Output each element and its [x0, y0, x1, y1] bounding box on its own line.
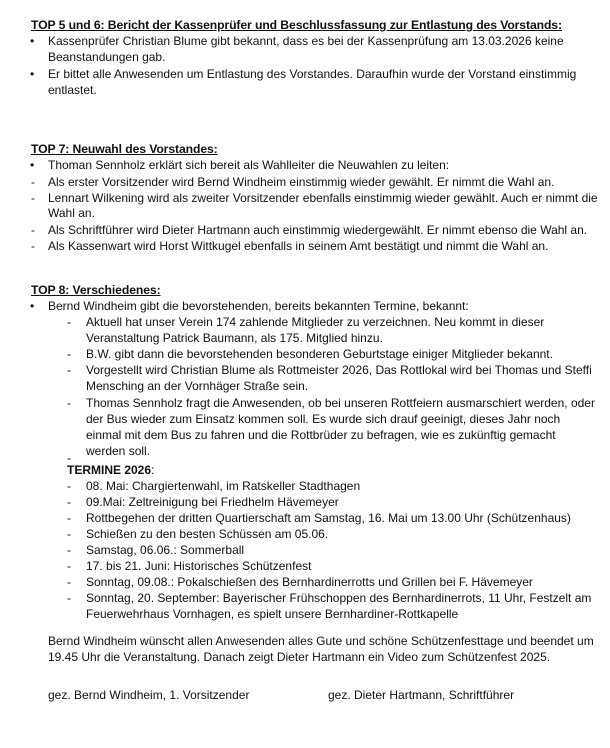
- section-heading-top8: TOP 8: Verschiedenes:: [31, 283, 161, 297]
- termin-item: Sonntag, 09.08.: Pokalschießen des Bernhardinerrotts und Grillen bei F. Hävemeyer: [86, 575, 533, 589]
- termine-heading: [67, 462, 154, 478]
- section-heading-top7: TOP 7: Neuwahl des Vorstandes:: [31, 142, 218, 156]
- dash-icon: -: [31, 223, 35, 237]
- bullet-icon: •: [30, 67, 35, 81]
- list-item-line: entlastet.: [48, 83, 97, 97]
- list-item-line: B.W. gibt dann die bevorstehenden besonderen Geburtstage einiger Mitglieder bekannt.: [86, 347, 553, 361]
- list-item-line: Veranstaltung Patrick Baumann, als 175. Mitglied hinzu.: [86, 331, 383, 345]
- list-item-line: Mensching an der Vornhäger Straße sein.: [86, 379, 309, 393]
- list-item-line: Lennart Wilkening wird als zweiter Vorsitzender ebenfalls einstimmig wieder gewählt. Auch er nimmt die: [48, 191, 598, 205]
- bullet-icon: •: [30, 299, 35, 313]
- list-item-line: Als erster Vorsitzender wird Bernd Windheim einstimmig wieder gewählt. Er nimmt die Wahl an.: [48, 175, 555, 189]
- termin-item: 08. Mai: Chargiertenwahl, im Ratskeller Stadthagen: [86, 479, 361, 493]
- dash-icon: -: [67, 479, 71, 493]
- dash-icon: -: [67, 347, 71, 361]
- termin-item: 17. bis 21. Juni: Historisches Schützenfest: [86, 559, 312, 573]
- termine-heading-text: TERMINE 2026: [67, 463, 152, 477]
- list-item-line: werden soll.: [86, 444, 151, 458]
- dash-icon: -: [67, 396, 71, 410]
- dash-icon: -: [67, 363, 71, 377]
- list-item-line: Kassenprüfer Christian Blume gibt bekannt, dass es bei der Kassenprüfung am 13.03.2026 keine: [48, 34, 564, 48]
- section-heading-top56: TOP 5 und 6: Bericht der Kassenprüfer und Beschlussfassung zur Entlastung des Vorstands:: [31, 18, 562, 32]
- dash-icon: -: [67, 315, 71, 329]
- dash-icon: -: [67, 527, 71, 541]
- list-item-line: Vorgestellt wird Christian Blume als Rottmeister 2026, Das Rottlokal wird bei Thomas und Steffi: [86, 363, 592, 377]
- dash-icon: -: [67, 575, 71, 589]
- list-item-line: der Bus wieder zum Einsatz kommen soll. Es wurde sich drauf geeinigt, dieses Jahr noch: [86, 412, 561, 426]
- list-item-line: einmal mit dem Bus zu fahren und die Rottbrüder zu befragen, wie es zukünftig gemacht: [86, 428, 556, 442]
- dash-icon: -: [67, 451, 71, 465]
- termin-item: 09.Mai: Zeltreinigung bei Friedhelm Hävemeyer: [86, 495, 339, 509]
- list-item-line: Beanstandungen gab.: [48, 50, 166, 64]
- list-item-line: Thomas Sennholz fragt die Anwesenden, ob bei unseren Rottfeiern ausmarschiert werden, oder: [86, 396, 595, 410]
- dash-icon: -: [31, 175, 35, 189]
- closing-paragraph-line: 19.45 Uhr die Veranstaltung. Danach zeigt Dieter Hartmann ein Video zum Schützenfest 2025.: [48, 650, 551, 664]
- list-item-line: Aktuell hat unser Verein 174 zahlende Mitglieder zu verzeichnen. Neu kommt in dieser: [86, 315, 545, 329]
- list-item-line: Bernd Windheim gibt die bevorstehenden, bereits bekannten Termine, bekannt:: [48, 299, 469, 313]
- dash-icon: -: [31, 239, 35, 253]
- dash-icon: -: [67, 591, 71, 605]
- dash-icon: -: [31, 191, 35, 205]
- termin-item: Feuerwehrhaus Vornhagen, es spielt unsere Bernhardiner-Rottkapelle: [86, 607, 459, 621]
- list-item-line: Er bittet alle Anwesenden um Entlastung des Vorstandes. Daraufhin wurde der Vorstand einstimmig: [48, 67, 577, 81]
- termine-heading-colon: :: [151, 463, 155, 477]
- bullet-icon: •: [30, 34, 35, 48]
- termin-item: Rottbegehen der dritten Quartierschaft am Samstag, 16. Mai um 13.00 Uhr (Schützenhaus): [86, 511, 571, 525]
- termin-item: Sonntag, 20. September: Bayerischer Frühschoppen des Bernhardinerrots, 11 Uhr, Festzelt am: [86, 591, 592, 605]
- list-item-line: Thoman Sennholz erklärt sich bereit als Wahlleiter die Neuwahlen zu leiten:: [48, 158, 450, 172]
- dash-icon: -: [67, 511, 71, 525]
- list-item-line: Als Kassenwart wird Horst Wittkugel ebenfalls in seinem Amt bestätigt und nimmt die Wahl an.: [48, 239, 549, 253]
- signature-chairman: gez. Bernd Windheim, 1. Vorsitzender: [48, 688, 250, 702]
- dash-icon: -: [67, 559, 71, 573]
- signature-secretary: gez. Dieter Hartmann, Schriftführer: [328, 688, 515, 702]
- list-item-line: Wahl an.: [48, 206, 95, 220]
- dash-icon: -: [67, 495, 71, 509]
- list-item-line: Als Schriftführer wird Dieter Hartmann auch einstimmig wiedergewählt. Er nimmt ebenso die Wahl an.: [48, 223, 588, 237]
- closing-paragraph-line: Bernd Windheim wünscht allen Anwesenden alles Gute und schöne Schützenfesttage und beendet um: [48, 634, 594, 648]
- termin-item: Schießen zu den besten Schüssen am 05.06.: [86, 527, 329, 541]
- dash-icon: -: [67, 543, 71, 557]
- bullet-icon: •: [30, 158, 35, 172]
- termin-item: Samstag, 06.06.: Sommerball: [86, 543, 245, 557]
